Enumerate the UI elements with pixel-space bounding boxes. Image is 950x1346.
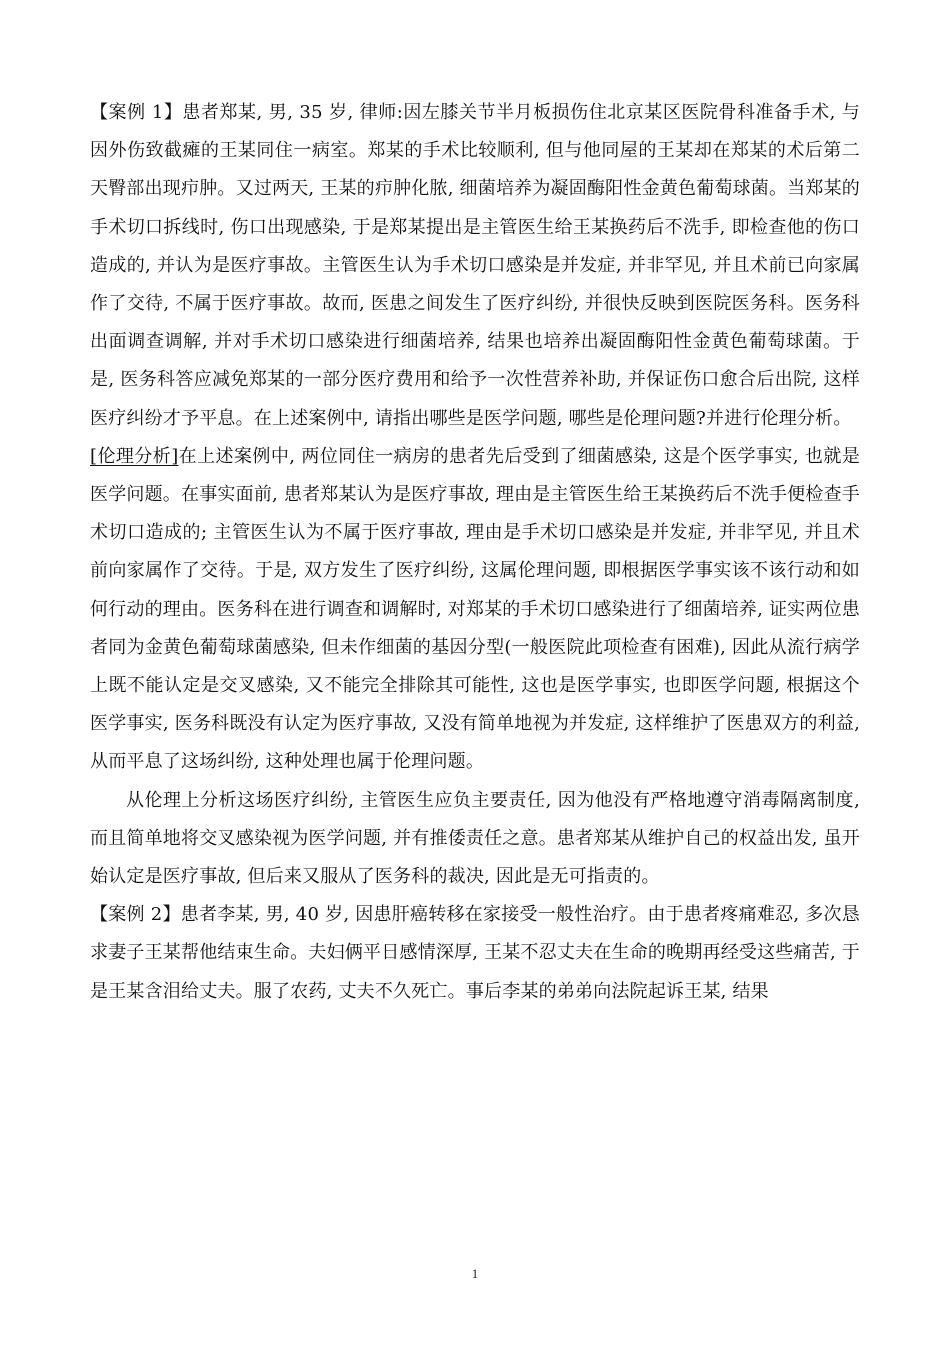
ethical-analysis-label: [伦理分析]: [90, 445, 179, 467]
case-2-text: 患者李某, 男, 40 岁, 因患肝癌转移在家接受一般性治疗。由于患者疼痛难忍, 多次恳求妻子王某帮他结束生命。夫妇俩平日感情深厚, 王某不忍丈夫在生命的晚期再经受这些痛苦, 于是王某含泪给丈夫。服了农药, 丈夫不久死亡。事后李某的弟弟向法院起诉王某, 结果: [90, 904, 860, 1002]
ethical-conclusion-paragraph: [90, 782, 860, 897]
ethical-conclusion-text: 从伦理上分析这场医疗纠纷, 主管医生应负主要责任, 因为他没有严格地遵守消毒隔离制度, 而且简单地将交叉感染视为医学问题, 并有推倭责任之意。患者郑某从维护自己的权益出发, 虽开始认定是医疗事故, 但后来又服从了医务科的裁决, 因此是无可指责的。: [90, 789, 860, 888]
case-1-text: 患者郑某, 男, 35 岁, 律师:因左膝关节半月板损伤住北京某区医院骨科准备手术, 与因外伤致截瘫的王某同住一病室。郑某的手术比较顺利, 但与他同屋的王某却在郑某的术后第二天臀部出现疖肿。又过两天, 王某的疖肿化脓, 细菌培养为凝固酶阳性金黄色葡萄球菌。当郑某的手术切口拆线时, 伤口出现感染, 于是郑某提出是主管医生给王某换药后不洗手, 即检查他的伤口造成的, 并认为是医疗事故。主管医生认为手术切口感染是并发症, 并非罕见, 并且术前已向家属作了交待, 不属于医疗事故。故而, 医患之间发生了医疗纠纷, 并很快反映到医院医务科。医务科出面调查调解, 并对手术切口感染进行细菌培养, 结果也培养出凝固酶阳性金黄色葡萄球菌。于是, 医务科答应减免郑某的一部分医疗费用和给予一次性营养补助, 并保证伤口愈合后出院, 这样医疗纠纷才予平息。在上述案例中, 请指出哪些是医学问题, 哪些是伦理问题?并进行伦理分析。: [90, 102, 861, 429]
document-body: [90, 94, 860, 1011]
page-number: 1: [471, 1266, 479, 1281]
ethical-analysis-text: 在上述案例中, 两位同住一病房的患者先后受到了细菌感染, 这是个医学事实, 也就是医学问题。在事实面前, 患者郑某认为是医疗事故, 理由是主管医生给王某换药后不洗手便检查手术切口造成的; 主管医生认为不属于医疗事故, 理由是手术切口感染是并发症, 并非罕见, 并且术前向家属作了交待。于是, 双方发生了医疗纠纷, 这属伦理问题, 即根据医学事实该不该行动和如何行动的理由。医务科在进行调查和调解时, 对郑某的手术切口感染进行了细菌培养, 证实两位患者同为金黄色葡萄球菌感染, 但未作细菌的基因分型(一般医院此项检查有困难), 因此从流行病学上既不能认定是交叉感染, 又不能完全排除其可能性, 这也是医学事实, 也即医学问题, 根据这个医学事实, 医务科既没有认定为医疗事故, 又没有简单地视为并发症, 这样维护了医患双方的利益, 从而平息了这场纠纷, 这种处理也属于伦理问题。: [90, 445, 860, 773]
ethical-analysis-paragraph: [90, 438, 860, 782]
case-2-paragraph: [90, 896, 860, 1011]
case-1-paragraph: [90, 94, 860, 438]
case-1-label: 【案例 1】: [90, 102, 183, 123]
case-2-label: 【案例 2】: [90, 904, 181, 926]
